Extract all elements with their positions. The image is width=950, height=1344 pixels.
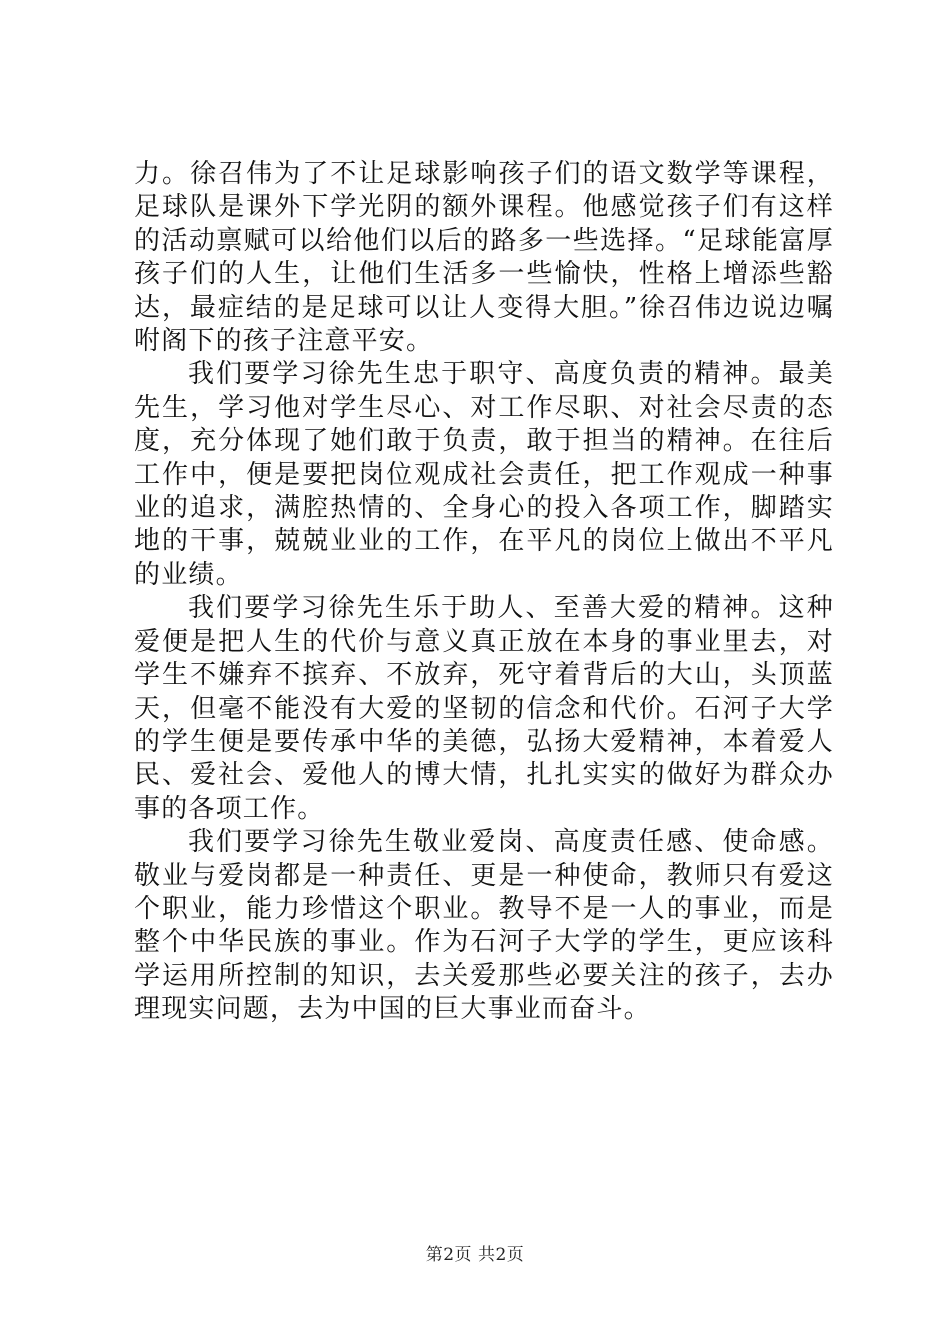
page-number-footer: 第2页 共2页 (425, 1245, 525, 1265)
paragraph-dedication: 我们要学习徐先生忠于职守、高度负责的精神。最美先生，学习他对学生尽心、对工作尽职、对社会尽责的态度，充分体现了她们敢于负责，敢于担当的精神。在往后工作中，便是要把岗位观成社会责任，把工作观成一种事业的追求，满腔热情的、全身心的投入各项工作，脚踏实地的干事，兢兢业业的工作，在平凡的岗位上做出不平凡的业绩。 (134, 359, 834, 590)
paragraph-professionalism: 我们要学习徐先生敬业爱岗、高度责任感、使命感。敬业与爱岗都是一种责任、更是一种使命，教师只有爱这个职业，能力珍惜这个职业。教导不是一人的事业，而是整个中华民族的事业。作为石河子大学的学生，更应该科学运用所控制的知识，去关爱那些必要关注的孩子，去办理现实问题，去为中国的巨大事业而奋斗。 (134, 827, 834, 1025)
paragraph-great-love: 我们要学习徐先生乐于助人、至善大爱的精神。这种爱便是把人生的代价与意义真正放在本身的事业里去，对学生不嫌弃不摈弃、不放弃，死守着背后的大山，头顶蓝天，但毫不能没有大爱的坚韧的信念和代价。石河子大学的学生便是要传承中华的美德，弘扬大爱精神，本着爱人民、爱社会、爱他人的博大情，扎扎实实的做好为群众办事的各项工作。 (134, 593, 834, 824)
paragraph-continuation: 力。徐召伟为了不让足球影响孩子们的语文数学等课程，足球队是课外下学光阴的额外课程。他感觉孩子们有这样的活动禀赋可以给他们以后的路多一些选择。“足球能富厚孩子们的人生，让他们生活多一些愉快，性格上增添些豁达，最症结的是足球可以让人变得大胆。”徐召伟边说边嘱咐阁下的孩子注意平安。 (134, 159, 834, 357)
document-body (134, 158, 834, 1027)
